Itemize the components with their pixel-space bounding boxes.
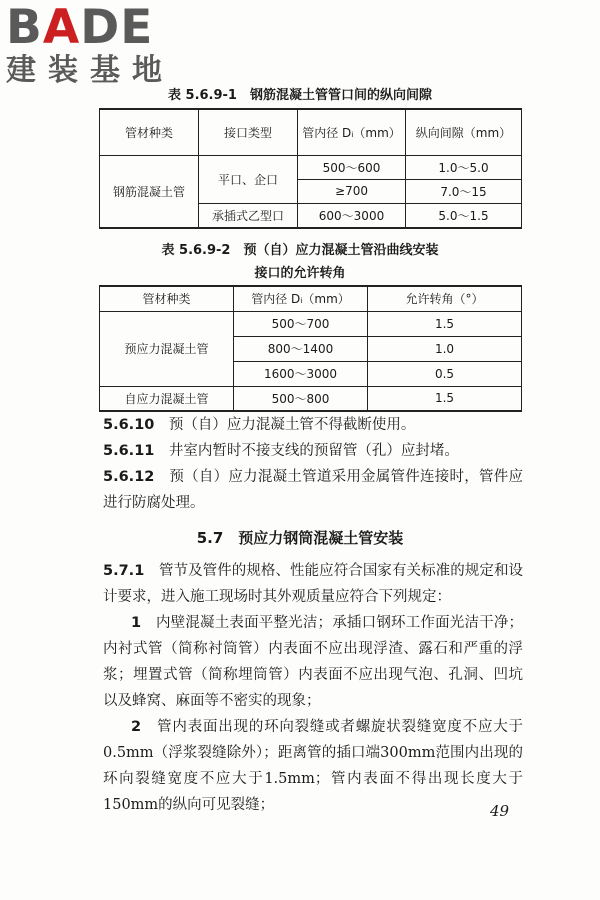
list-item [103,610,523,714]
section-heading [0,527,600,548]
table-cell: 500～800 [234,386,368,411]
table-cell: 平口、企口 [199,155,298,203]
clause-text: 井室内暂时不接支线的预留管（孔）应封堵。 [168,443,459,459]
table-cell: 0.5 [368,361,522,386]
item-number: 1 [131,615,142,631]
table-cell: ≥700 [298,179,406,203]
item-text: 内壁混凝土表面平整光洁；承插口钢环工作面光洁干净；内衬式管（简称衬筒管）内表面不应出现浮渣、露石和严重的浮浆；埋置式管（简称埋筒管）内表面不应出现气泡、孔洞、凹坑以及蜂窝、麻面等不密实的现象； [103,615,524,709]
table-cell: 600～3000 [298,203,406,228]
table-cell: 钢筋混凝土管 [100,155,199,228]
table1-caption: 表 5.6.9-1 钢筋混凝土管管口间的纵向间隙 [168,88,432,103]
clause-number: 5.6.11 [103,443,155,459]
table-cell: 5.0～1.5 [406,203,522,228]
table-row [100,386,522,411]
clause-number: 5.6.12 [103,469,155,485]
table-header: 管材种类 [100,109,199,155]
table-header: 允许转角（°） [368,286,522,311]
table-cell: 800～1400 [234,336,368,361]
clause-5-7-1 [103,558,523,610]
clause-5-6-12 [103,464,523,516]
table2 [99,285,522,412]
clause-5-6-10 [103,412,523,438]
item-number: 2 [131,719,142,735]
section-number: 5.7 [196,529,224,547]
list-item [103,714,523,818]
table-cell: 1.0～5.0 [406,155,522,179]
table-cell: 自应力混凝土管 [100,386,234,411]
table-row [100,155,522,179]
clause-number: 5.6.10 [103,417,155,433]
table-header: 接口类型 [199,109,298,155]
table-cell: 承插式乙型口 [199,203,298,228]
table-cell: 1.0 [368,336,522,361]
page-number: 49 [490,802,510,820]
clause-text: 管节及管件的规格、性能应符合国家有关标准的规定和设计要求，进入施工现场时其外观质量应符合下列规定： [103,563,524,605]
clause-number: 5.7.1 [103,563,145,579]
table-cell: 预应力混凝土管 [100,311,234,386]
table-cell: 7.0～15 [406,179,522,203]
table-row [100,311,522,336]
logo-wordmark: BADE [6,0,154,55]
table2-caption: 表 5.6.9-2 预（自）应力混凝土管沿曲线安装 [161,243,439,258]
table-header: 管内径 Dᵢ（mm） [234,286,368,311]
table-header: 管内径 Dᵢ（mm） [298,109,406,155]
table-cell: 1.5 [368,311,522,336]
table-row [100,286,522,311]
logo [6,0,174,88]
item-text: 管内表面出现的环向裂缝或者螺旋状裂缝宽度不应大于0.5mm（浮浆裂缝除外）；距离管的插口端300mm范围内出现的环向裂缝宽度不应大于1.5mm；管内表面不得出现长度大于150mm的纵向可见裂缝； [103,719,524,813]
logo-subtitle: 建装基地 [6,53,174,88]
table-cell: 500～700 [234,311,368,336]
table2-caption-line2: 接口的允许转角 [254,266,346,281]
table1 [99,108,522,229]
table-cell: 1.5 [368,386,522,411]
table-cell: 500～600 [298,155,406,179]
table-header: 纵向间隙（mm） [406,109,522,155]
clause-5-6-11 [103,438,523,464]
clause-text: 预（自）应力混凝土管不得截断使用。 [168,417,416,433]
table-header: 管材种类 [100,286,234,311]
clause-text: 预（自）应力混凝土管道采用金属管件连接时，管件应进行防腐处理。 [103,469,524,511]
section-title: 预应力钢筒混凝土管安装 [238,529,404,547]
table-row [100,109,522,155]
table-cell: 1600～3000 [234,361,368,386]
